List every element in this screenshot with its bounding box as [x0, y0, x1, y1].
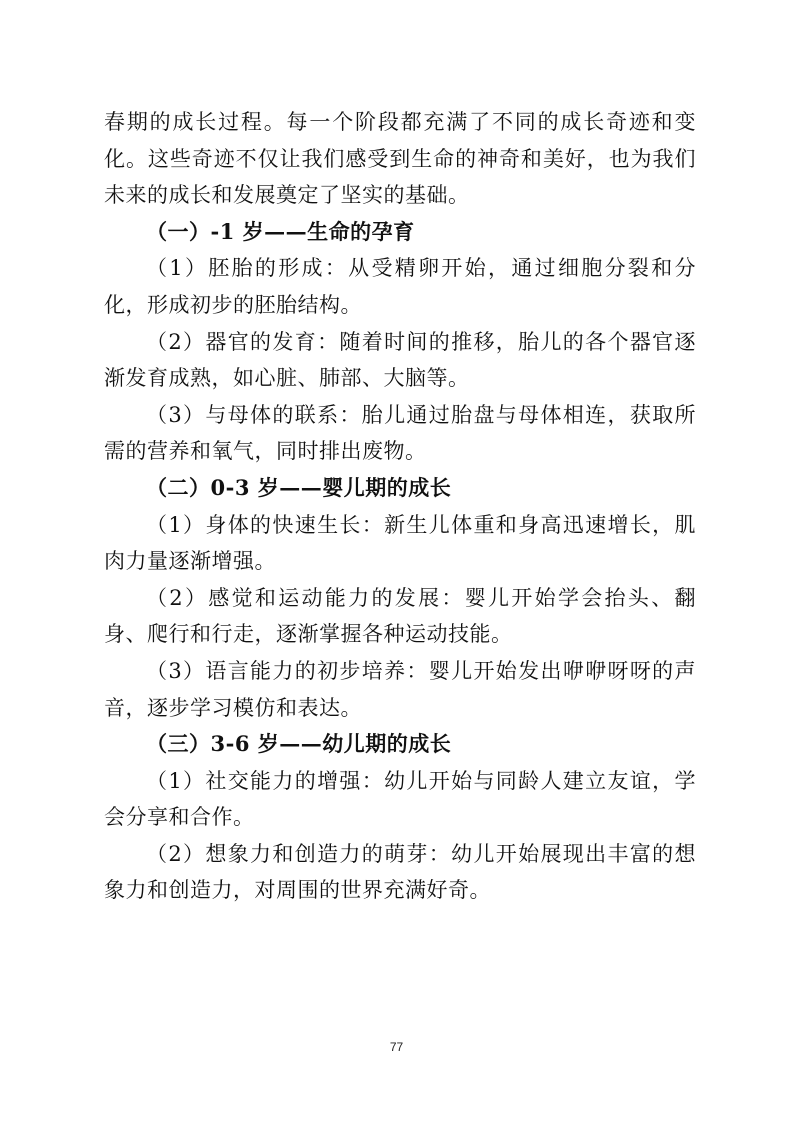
list-item-paragraph: （1）身体的快速生长：新生儿体重和身高迅速增长，肌肉力量逐渐增强。	[104, 512, 696, 574]
page-number: 77	[389, 1040, 404, 1054]
list-item-paragraph: （1）社交能力的增强：幼儿开始与同龄人建立友谊，学会分享和合作。	[104, 768, 696, 830]
list-item-paragraph: （2）感觉和运动能力的发展：婴儿开始学会抬头、翻身、爬行和行走，逐渐掌握各种运动技能。	[104, 585, 696, 647]
section-heading-2: （二）0-3 岁——婴儿期的成长	[146, 474, 452, 500]
list-item-paragraph: （2）想象力和创造力的萌芽：幼儿开始展现出丰富的想象力和创造力，对周围的世界充满好奇。	[104, 841, 696, 903]
intro-paragraph: 春期的成长过程。每一个阶段都充满了不同的成长奇迹和变化。这些奇迹不仅让我们感受到生命的神奇和美好，也为我们未来的成长和发展奠定了坚实的基础。	[104, 110, 696, 208]
list-item-paragraph: （1）胚胎的形成：从受精卵开始，通过细胞分裂和分化，形成初步的胚胎结构。	[104, 256, 696, 317]
section-heading-1: （一）-1 岁——生命的孕育	[146, 218, 415, 244]
page-body	[104, 104, 696, 909]
list-item-paragraph: （3）与母体的联系：胎儿通过胎盘与母体相连，获取所需的营养和氧气，同时排出废物。	[104, 402, 696, 464]
list-item-paragraph: （3）语言能力的初步培养：婴儿开始发出咿咿呀呀的声音，逐步学习模仿和表达。	[104, 658, 696, 720]
list-item-paragraph: （2）器官的发育：随着时间的推移，胎儿的各个器官逐渐发育成熟，如心脏、肺部、大脑等。	[104, 329, 696, 391]
section-heading-3: （三）3-6 岁——幼儿期的成长	[146, 731, 452, 757]
